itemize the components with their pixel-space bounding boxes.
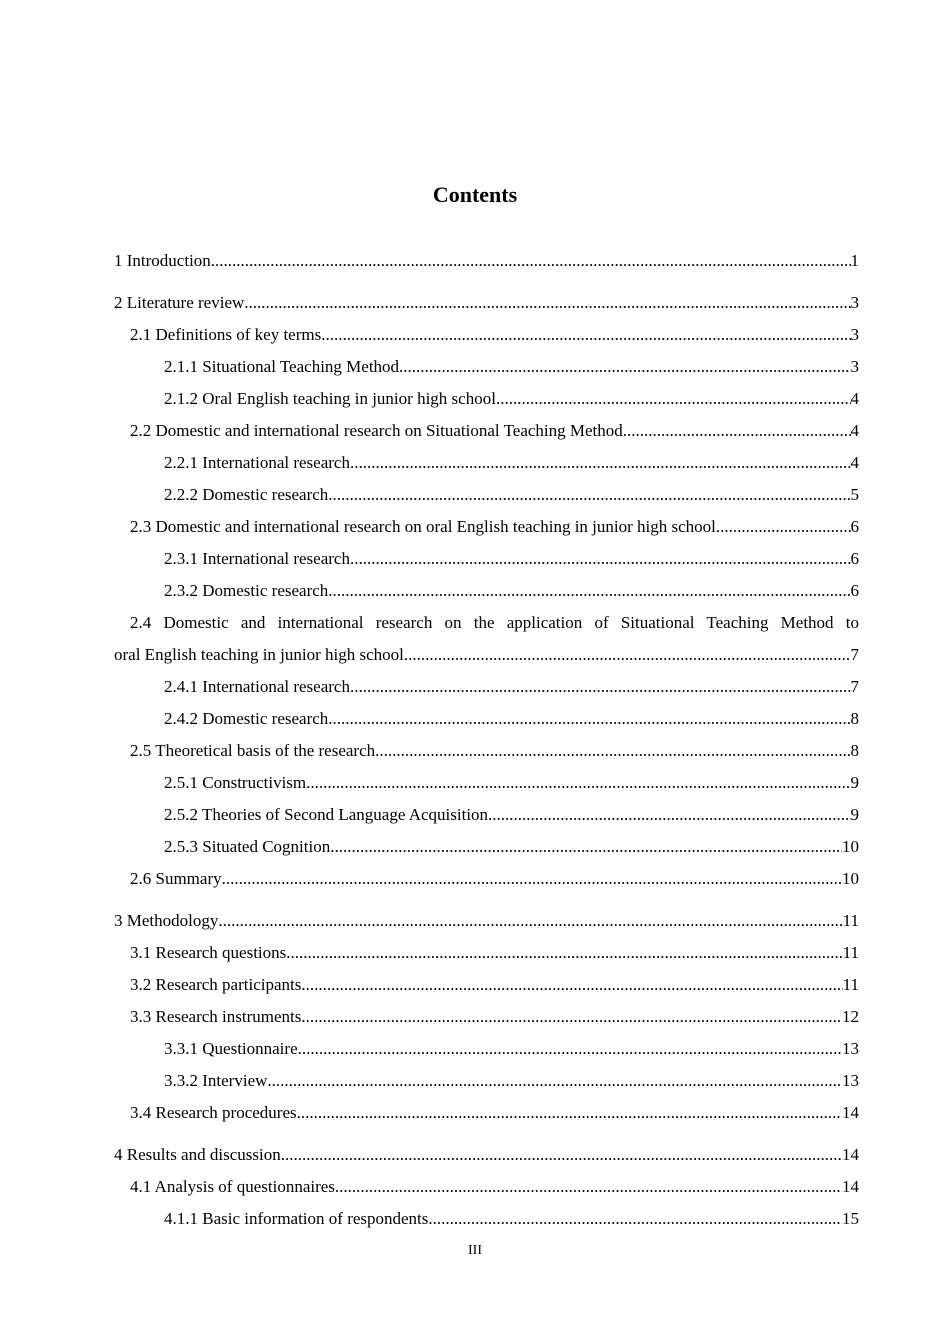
leader-dots	[350, 671, 851, 703]
leader-dots	[335, 1171, 842, 1203]
toc-page-number: 9	[850, 773, 859, 792]
toc-page-number: 6	[850, 517, 859, 536]
toc-page-number: 4	[850, 421, 859, 440]
page-title: Contents	[432, 182, 518, 207]
toc-entry[interactable]	[114, 799, 859, 831]
toc-page-number: 10	[842, 837, 859, 856]
leader-dots	[211, 245, 851, 277]
leader-dots	[488, 799, 850, 831]
leader-dots	[350, 447, 851, 479]
toc-page-number: 7	[850, 645, 859, 664]
leader-dots	[301, 1001, 842, 1033]
toc-page-number: 4	[850, 389, 859, 408]
toc-entry[interactable]	[114, 351, 859, 383]
leader-dots	[286, 937, 842, 969]
toc-entry-text: 2.1.2 Oral English teaching in junior high school	[164, 389, 496, 408]
toc-page-number: 3	[850, 325, 859, 344]
toc-entry-text: 2.3.1 International research	[164, 549, 350, 568]
toc-entry[interactable]	[114, 1033, 859, 1065]
toc-entry[interactable]	[114, 543, 859, 575]
toc-entry-text: 2.5.3 Situated Cognition	[164, 837, 331, 856]
toc-entry[interactable]	[114, 415, 859, 447]
leader-dots	[218, 905, 842, 937]
toc-entry-text: 4 Results and discussion	[114, 1145, 281, 1164]
toc-entry[interactable]	[114, 575, 859, 607]
table-of-contents	[114, 245, 859, 1235]
leader-dots	[328, 703, 850, 735]
toc-entry[interactable]	[114, 831, 859, 863]
leader-dots	[428, 1203, 842, 1235]
toc-entry[interactable]	[114, 383, 859, 415]
toc-entry[interactable]	[114, 1001, 859, 1033]
toc-entry[interactable]	[114, 245, 859, 277]
toc-entry-text: 2 Literature review	[114, 293, 245, 312]
toc-entry[interactable]	[114, 905, 859, 937]
toc-entry[interactable]	[114, 863, 859, 895]
leader-dots	[399, 351, 850, 383]
toc-entry-text: 4.1.1 Basic information of respondents	[164, 1209, 429, 1228]
toc-page-number: 14	[842, 1145, 859, 1164]
toc-entry[interactable]	[114, 735, 859, 767]
toc-entry[interactable]	[114, 319, 859, 351]
toc-entry[interactable]	[114, 1097, 859, 1129]
toc-entry[interactable]	[114, 703, 859, 735]
toc-page-number: 9	[850, 805, 859, 824]
toc-entry-text: 2.3 Domestic and international research on oral English teaching in junior high school	[130, 517, 716, 536]
leader-dots	[321, 319, 850, 351]
toc-entry-text-line2: oral English teaching in junior high school	[114, 645, 404, 664]
toc-entry[interactable]	[114, 937, 859, 969]
toc-page-number: 3	[850, 293, 859, 312]
leader-dots	[404, 639, 851, 671]
toc-entry[interactable]	[114, 671, 859, 703]
leader-dots	[306, 767, 850, 799]
leader-dots	[375, 735, 850, 767]
leader-dots	[281, 1139, 842, 1171]
toc-page-number: 7	[850, 677, 859, 696]
toc-page-number: 13	[842, 1039, 859, 1058]
toc-page-number: 8	[850, 741, 859, 760]
toc-entry-text: 2.5 Theoretical basis of the research	[130, 741, 376, 760]
leader-dots	[267, 1065, 842, 1097]
toc-entry-text: 3.3 Research instruments	[130, 1007, 302, 1026]
toc-entry-text: 3 Methodology	[114, 911, 219, 930]
toc-entry-text: 2.6 Summary	[130, 869, 222, 888]
leader-dots	[328, 479, 850, 511]
leader-dots	[298, 1033, 842, 1065]
toc-entry-text: 2.2 Domestic and international research on Situational Teaching Method	[130, 421, 623, 440]
leader-dots	[301, 969, 842, 1001]
toc-page-number: 10	[842, 869, 859, 888]
leader-dots	[330, 831, 842, 863]
toc-page-number: 15	[842, 1209, 859, 1228]
leader-dots	[623, 415, 851, 447]
toc-page-number: 5	[850, 485, 859, 504]
toc-entry[interactable]	[114, 969, 859, 1001]
leader-dots	[244, 287, 850, 319]
toc-page-number: 1	[850, 251, 859, 270]
toc-page-number: 8	[850, 709, 859, 728]
toc-entry-text: 3.1 Research questions	[130, 943, 287, 962]
toc-entry-text: 2.4.1 International research	[164, 677, 350, 696]
toc-page-number: 4	[850, 453, 859, 472]
toc-entry[interactable]	[114, 767, 859, 799]
leader-dots	[496, 383, 851, 415]
toc-page-number: 14	[842, 1103, 859, 1122]
toc-entry-text-line1: 2.4 Domestic and international research on the application of Situational Teaching Method to	[130, 613, 859, 632]
leader-dots	[222, 863, 842, 895]
toc-entry-text: 2.1.1 Situational Teaching Method	[164, 357, 400, 376]
leader-dots	[297, 1097, 842, 1129]
leader-dots	[716, 511, 851, 543]
toc-entry[interactable]	[114, 1065, 859, 1097]
toc-page-number: 12	[842, 1007, 859, 1026]
toc-entry-text: 4.1 Analysis of questionnaires	[130, 1177, 335, 1196]
toc-entry-text: 1 Introduction	[114, 251, 211, 270]
toc-entry[interactable]	[114, 1171, 859, 1203]
toc-page-number: 11	[842, 911, 859, 930]
toc-entry-text: 2.1 Definitions of key terms	[130, 325, 322, 344]
leader-dots	[350, 543, 851, 575]
toc-entry[interactable]	[114, 479, 859, 511]
toc-entry-text: 3.4 Research procedures	[130, 1103, 297, 1122]
page-number-footer: III	[468, 1243, 482, 1258]
leader-dots	[328, 575, 850, 607]
toc-entry-text: 2.4.2 Domestic research	[164, 709, 329, 728]
toc-page-number: 11	[842, 975, 859, 994]
toc-entry[interactable]	[114, 1139, 859, 1171]
toc-entry[interactable]	[114, 287, 859, 319]
toc-entry[interactable]	[114, 511, 859, 543]
toc-entry-text: 3.3.1 Questionnaire	[164, 1039, 298, 1058]
toc-page-number: 6	[850, 581, 859, 600]
toc-entry-wrapped[interactable]	[114, 607, 859, 671]
toc-entry-text: 2.2.1 International research	[164, 453, 350, 472]
toc-page-number: 13	[842, 1071, 859, 1090]
toc-entry-text: 2.2.2 Domestic research	[164, 485, 329, 504]
toc-page-number: 3	[850, 357, 859, 376]
toc-entry-text: 3.2 Research participants	[130, 975, 302, 994]
toc-page-number: 14	[842, 1177, 859, 1196]
toc-entry-text: 3.3.2 Interview	[164, 1071, 268, 1090]
toc-entry-text: 2.3.2 Domestic research	[164, 581, 329, 600]
toc-entry-text: 2.5.2 Theories of Second Language Acquisition	[164, 805, 489, 824]
toc-entry[interactable]	[114, 447, 859, 479]
toc-entry[interactable]	[114, 1203, 859, 1235]
toc-page-number: 11	[842, 943, 859, 962]
toc-entry-text: 2.5.1 Constructivism	[164, 773, 307, 792]
toc-page-number: 6	[850, 549, 859, 568]
